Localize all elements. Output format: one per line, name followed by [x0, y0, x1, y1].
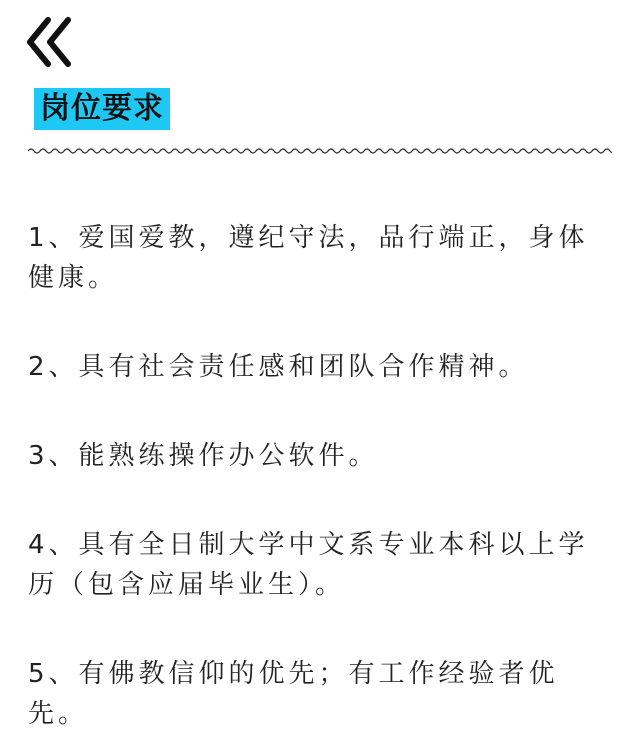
requirement-item-1: 1、爱国爱教，遵纪守法，品行端正，身体健康。 — [28, 223, 589, 293]
section-title: 岗位要求 — [34, 88, 170, 130]
requirement-item-2: 2、具有社会责任感和团队合作精神。 — [28, 352, 529, 382]
requirement-item-4: 4、具有全日制大学中文系专业本科以上学历（包含应届毕业生）。 — [28, 530, 589, 600]
wave-divider — [28, 145, 612, 157]
requirement-item-3: 3、能熟练操作办公软件。 — [28, 441, 379, 471]
requirement-item-5: 5、有佛教信仰的优先；有工作经验者优先。 — [28, 659, 559, 729]
double-chevron-left-icon[interactable] — [26, 16, 74, 68]
requirements-list — [28, 218, 618, 734]
